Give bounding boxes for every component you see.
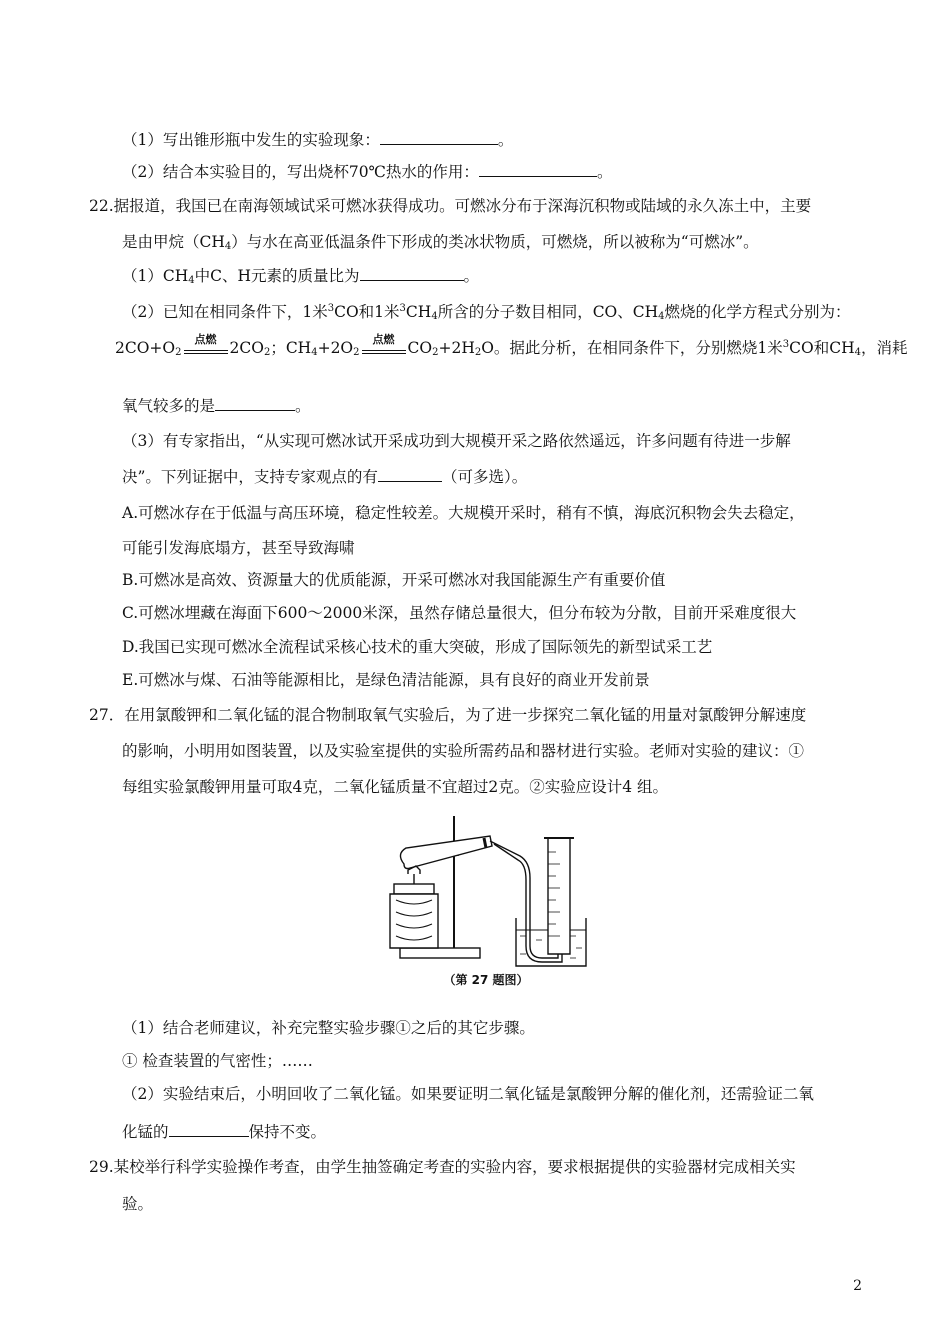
option-a-line1: A.可燃冰存在于低温与高压环境，稳定性较差。大规模开采时，稍有不慎，海底沉积物会失去稳定， (122, 504, 805, 522)
q22-part1: $(1)CH_4$中C、H元素的质量比为 。 (122, 267, 480, 286)
q27-part2-line2: 化锰的 保持不变。 (122, 1123, 327, 1141)
option-e: E.可燃冰与煤、石油等能源相比，是绿色清洁能源，具有良好的商业开发前景 (122, 671, 650, 689)
lab-apparatus-figure (380, 808, 592, 988)
reaction-condition: 点燃 (184, 339, 228, 359)
option-c: C.可燃冰埋藏在海面下600～2000米深，虽然存储总量很大，但分布较为分散，目前开采难度很大 (122, 604, 797, 622)
q22-part3-line2: 决”。下列证据中，支持专家观点的有 （可多选）。 (122, 468, 528, 486)
answer-blank[interactable] (378, 467, 442, 482)
q22-stem-line2: 是由甲烷$(CH_4)$与水在高亚低温条件下形成的类冰状物质，可燃烧，所以被称为“可燃冰”。 (122, 233, 759, 252)
page-number: 2 (853, 1278, 862, 1294)
q27-stem-line1: 27．在用氯酸钾和二氧化锰的混合物制取氧气实验后，为了进一步探究二氧化锰的用量对氯酸钾分解速度 (89, 706, 807, 724)
option-b: B.可燃冰是高效、资源量大的优质能源，开采可燃冰对我国能源生产有重要价值 (122, 571, 666, 589)
q21-part2-text: （2）结合本实验目的，写出烧杯70℃热水的作用： (122, 163, 479, 181)
answer-blank[interactable] (360, 266, 464, 281)
option-d: D.我国已实现可燃冰全流程试采核心技术的重大突破，形成了国际领先的新型试采工艺 (122, 638, 713, 656)
figure-caption: （第 27 题图） (443, 973, 529, 987)
answer-blank[interactable] (380, 130, 498, 145)
answer-blank[interactable] (169, 1122, 249, 1137)
q21-part2: （2）结合本实验目的，写出烧杯70℃热水的作用： 。 (122, 163, 613, 181)
q22-part2-line1: （2）已知在相同条件下，1米$^3$CO和1米$^3CH_4$所含的分子数目相同，CO、$CH_4$燃烧的化学方程式分别为： (122, 303, 851, 322)
q22-part3-line1: （3）有专家指出，“从实现可燃冰试开采成功到大规模开采之路依然遥远，许多问题有待进一步解 (122, 432, 791, 450)
q27-step1: ① 检查装置的气密性；…… (122, 1052, 313, 1070)
q27-part2-line1: （2）实验结束后，小明回收了二氧化锰。如果要证明二氧化锰是氯酸钾分解的催化剂，还需验证二氧 (122, 1085, 814, 1103)
stand-base (400, 948, 480, 958)
q27-part1: （1）结合老师建议，补充完整实验步骤①之后的其它步骤。 (122, 1019, 535, 1037)
q29-stem-line2: 验。 (122, 1195, 154, 1213)
q22-part2-line3: 氧气较多的是 。 (122, 397, 311, 415)
q27-stem-line2: 的影响，小明用如图装置，以及实验室提供的实验所需药品和器材进行实验。老师对实验的建议：① (122, 742, 805, 760)
q27-stem-line3: 每组实验氯酸钾用量可取4克，二氧化锰质量不宜超过2克。②实验应设计4 组。 (122, 778, 669, 796)
q21-part1: （1）写出锥形瓶中发生的实验现象： 。 (122, 131, 514, 149)
lamp-cap (394, 884, 434, 894)
test-tube (400, 836, 492, 869)
measuring-cylinder (548, 838, 570, 954)
answer-blank[interactable] (479, 162, 597, 177)
q22-stem-line1: 22.据报道，我国已在南海领域试采可燃冰获得成功。可燃冰分布于深海沉积物或陆域的永久冻土中，主要 (89, 197, 812, 215)
q22-equations: $2CO+O_2$ 点燃 $2CO_2$；$CH_4+2O_2$ 点燃 $CO_2+2H_2O$。据此分析，在相同条件下，分别燃烧1米$^3$CO和$CH_4$，消耗 (115, 333, 908, 358)
option-a-line2: 可能引发海底塌方，甚至导致海啸 (122, 539, 355, 557)
answer-blank[interactable] (215, 396, 295, 411)
q21-part1-text: （1）写出锥形瓶中发生的实验现象： (122, 131, 380, 149)
q29-stem-line1: 29.某校举行科学实验操作考查，由学生抽签确定考查的实验内容，要求根据提供的实验器材完成相关实 (89, 1158, 796, 1176)
reaction-condition: 点燃 (362, 339, 406, 359)
